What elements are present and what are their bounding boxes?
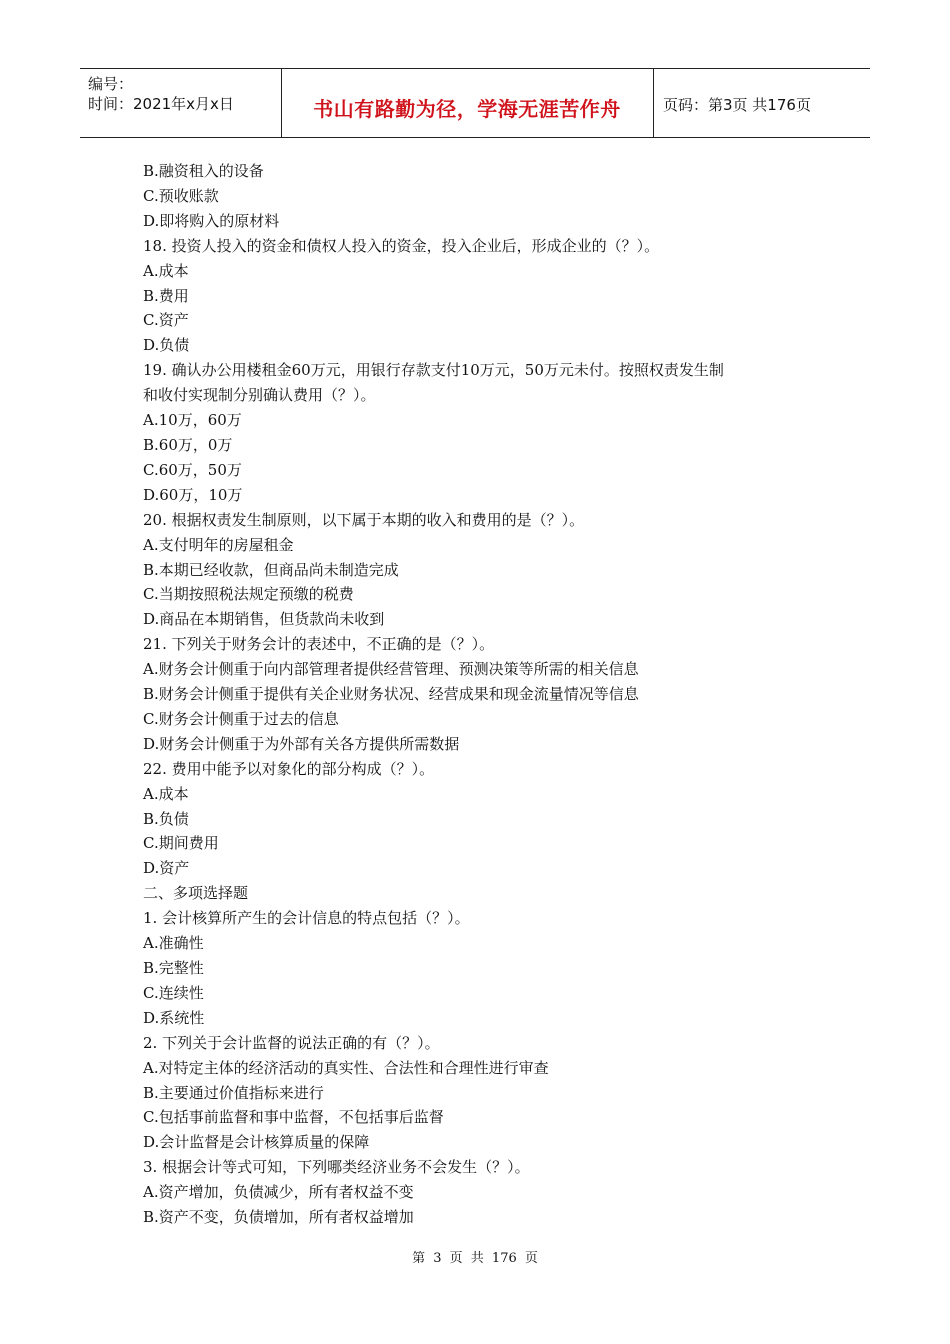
text-line: C.财务会计侧重于过去的信息 — [143, 709, 339, 728]
document-body — [143, 159, 823, 1230]
text-line: 3. 根据会计等式可知，下列哪类经济业务不会发生（？）。 — [143, 1158, 530, 1177]
text-line: D.即将购入的原材料 — [143, 211, 280, 230]
motto-text: 书山有路勤为径，学海无涯苦作舟 — [313, 97, 621, 121]
text-line: D.商品在本期销售，但货款尚未收到 — [143, 610, 385, 629]
text-line: C.预收账款 — [143, 186, 219, 205]
text-line: 二、多项选择题 — [143, 884, 249, 903]
text-line: B.负债 — [143, 809, 189, 828]
page-number-label: 页码：第3页 共176页 — [663, 96, 811, 114]
text-line: B.完整性 — [143, 959, 204, 977]
text-line: A.成本 — [143, 784, 189, 803]
text-line: 18. 投资人投入的资金和债权人投入的资金，投入企业后，形成企业的（？）。 — [143, 236, 660, 255]
text-line: D.资产 — [143, 859, 190, 878]
text-line: 2. 下列关于会计监督的说法正确的有（？）。 — [143, 1033, 440, 1052]
text-line: C.当期按照税法规定预缴的税费 — [143, 585, 354, 604]
header-page-cell — [653, 69, 870, 137]
text-line: 22. 费用中能予以对象化的部分构成（？）。 — [143, 759, 435, 778]
text-line: C.连续性 — [143, 983, 204, 1002]
text-line: 19. 确认办公用楼租金60万元，用银行存款支付10万元，50万元未付。按照权责发生制 — [143, 361, 724, 380]
text-line: C.60万，50万 — [143, 460, 242, 479]
text-line: C.资产 — [143, 311, 189, 330]
text-line: A.准确性 — [143, 934, 204, 953]
text-line: A.支付明年的房屋租金 — [143, 535, 294, 554]
text-line: 20. 根据权责发生制原则，以下属于本期的收入和费用的是（？）。 — [143, 510, 585, 529]
text-line: B.主要通过价值指标来进行 — [143, 1083, 324, 1102]
text-line: A.资产增加，负债减少，所有者权益不变 — [143, 1183, 414, 1202]
text-line: C.期间费用 — [143, 834, 219, 853]
text-line: D.财务会计侧重于为外部有关各方提供所需数据 — [143, 734, 460, 753]
text-line: A.财务会计侧重于向内部管理者提供经营管理、预测决策等所需的相关信息 — [143, 660, 639, 679]
page-header — [80, 68, 870, 138]
text-line: 21. 下列关于财务会计的表述中，不正确的是（？）。 — [143, 635, 495, 654]
text-line: B.资产不变，负债增加，所有者权益增加 — [143, 1208, 414, 1227]
text-line: D.60万，10万 — [143, 485, 243, 504]
text-line: A.10万，60万 — [143, 411, 242, 430]
text-line: 和收付实现制分别确认费用（？）。 — [143, 386, 376, 405]
text-line: B.本期已经收款，但商品尚未制造完成 — [143, 560, 399, 579]
text-line: D.系统性 — [143, 1008, 205, 1027]
text-line: D.会计监督是会计核算质量的保障 — [143, 1133, 370, 1152]
document-number-label: 编号： — [88, 75, 134, 93]
page-footer: 第 3 页 共 176 页 — [412, 1251, 538, 1266]
text-line: B.财务会计侧重于提供有关企业财务状况、经营成果和现金流量情况等信息 — [143, 685, 639, 704]
text-line: A.成本 — [143, 261, 189, 280]
header-info-cell — [80, 69, 282, 137]
text-line: D.负债 — [143, 336, 190, 355]
text-line: 1. 会计核算所产生的会计信息的特点包括（？）。 — [143, 909, 470, 928]
text-line: B.60万，0万 — [143, 435, 233, 454]
text-line: B.融资租入的设备 — [143, 162, 264, 180]
text-line: A.对特定主体的经济活动的真实性、合法性和合理性进行审查 — [143, 1058, 549, 1077]
date-label: 时间：2021年x月x日 — [88, 95, 234, 113]
text-line: C.包括事前监督和事中监督，不包括事后监督 — [143, 1108, 444, 1127]
header-motto-cell — [281, 69, 654, 137]
text-line: B.费用 — [143, 286, 189, 305]
